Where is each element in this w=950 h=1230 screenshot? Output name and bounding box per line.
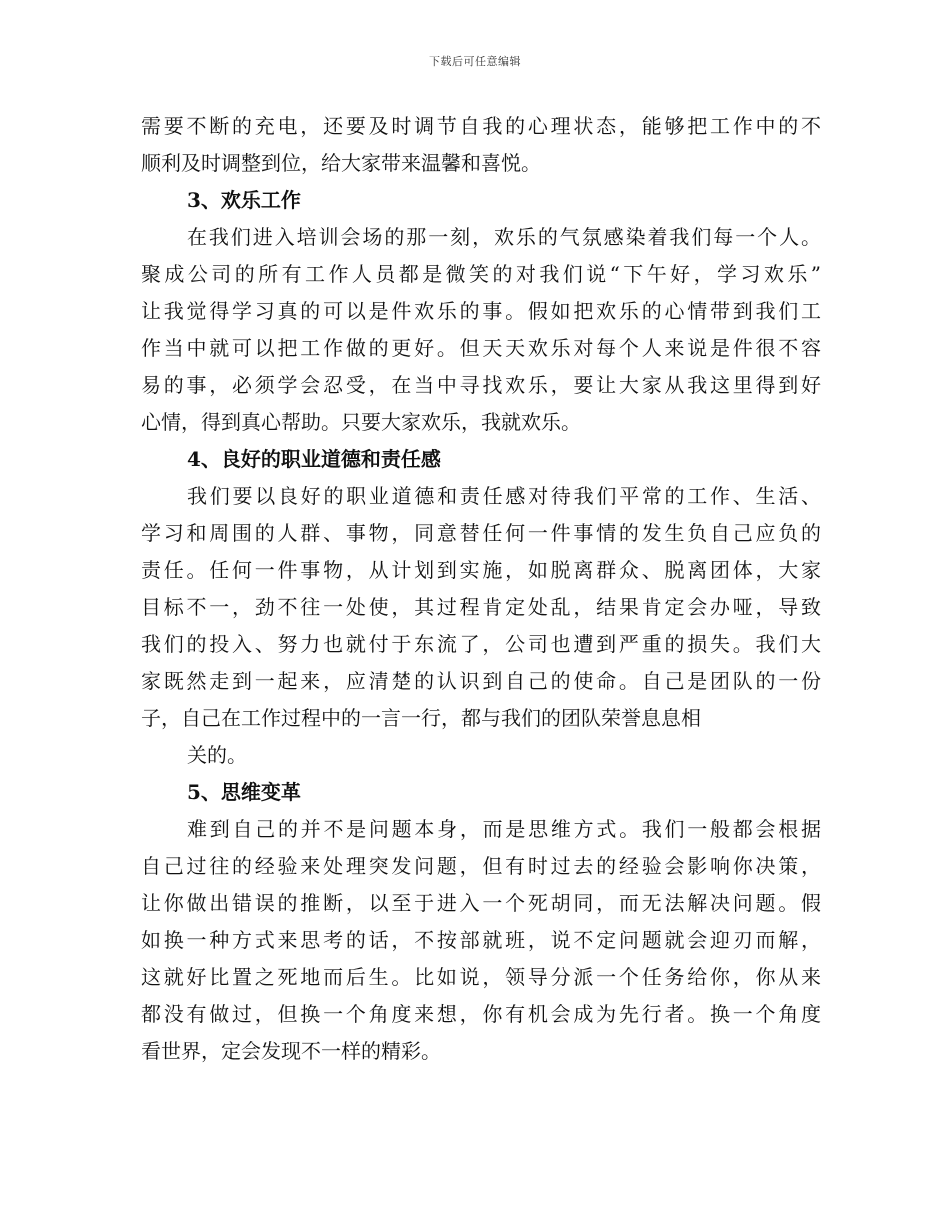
text-line: 这就好比置之死地而后生。比如说，领导分派一个任务给你，你从来 [141, 965, 821, 989]
section-heading: 4、良好的职业道德和责任感 [187, 447, 441, 471]
text-line: 让我觉得学习真的可以是件欢乐的事。假如把欢乐的心情带到我们工 [141, 299, 821, 323]
text-line: 责任。任何一件事物，从计划到实施，如脱离群众、脱离团体，大家 [141, 558, 821, 582]
page-header: 下载后可任意编辑 [429, 55, 521, 68]
text-line: 聚成公司的所有工作人员都是微笑的对我们说“下午好，学习欢乐” [141, 262, 821, 286]
text-line: 顺利及时调整到位，给大家带来温馨和喜悦。 [141, 151, 541, 175]
text-line: 看世界，定会发现不一样的精彩。 [141, 1039, 441, 1063]
text-line: 子，自己在工作过程中的一言一行，都与我们的团队荣誉息息相 [141, 706, 701, 730]
text-line: 我们要以良好的职业道德和责任感对待我们平常的工作、生活、 [187, 484, 821, 508]
text-line: 我们的投入、努力也就付于东流了，公司也遭到严重的损失。我们大 [141, 632, 821, 656]
section-heading: 3、欢乐工作 [187, 188, 301, 212]
text-line: 都没有做过，但换一个角度来想，你有机会成为先行者。换一个角度 [141, 1002, 821, 1026]
text-line: 心情，得到真心帮助。只要大家欢乐，我就欢乐。 [141, 410, 581, 434]
text-line: 在我们进入培训会场的那一刻，欢乐的气氛感染着我们每一个人。 [187, 225, 821, 249]
text-line: 目标不一，劲不往一处使，其过程肯定处乱，结果肯定会办哑，导致 [141, 595, 821, 619]
text-line: 如换一种方式来思考的话，不按部就班，说不定问题就会迎刃而解， [141, 928, 821, 952]
text-line: 自己过往的经验来处理突发问题，但有时过去的经验会影响你决策， [141, 854, 821, 878]
text-line: 需要不断的充电，还要及时调节自我的心理状态，能够把工作中的不 [141, 114, 821, 138]
text-line: 学习和周围的人群、事物，同意替任何一件事情的发生负自己应负的 [141, 521, 821, 545]
text-line: 难到自己的并不是问题本身，而是思维方式。我们一般都会根据 [187, 817, 821, 841]
document-body [141, 108, 821, 1070]
text-line: 让你做出错误的推断，以至于进入一个死胡同，而无法解决问题。假 [141, 891, 821, 915]
text-line: 家既然走到一起来，应清楚的认识到自己的使命。自己是团队的一份 [141, 669, 821, 693]
section-heading: 5、思维变革 [187, 780, 301, 804]
text-line: 作当中就可以把工作做的更好。但天天欢乐对每个人来说是件很不容 [141, 336, 821, 360]
text-line: 关的。 [187, 743, 247, 767]
text-line: 易的事，必须学会忍受，在当中寻找欢乐，要让大家从我这里得到好 [141, 373, 821, 397]
